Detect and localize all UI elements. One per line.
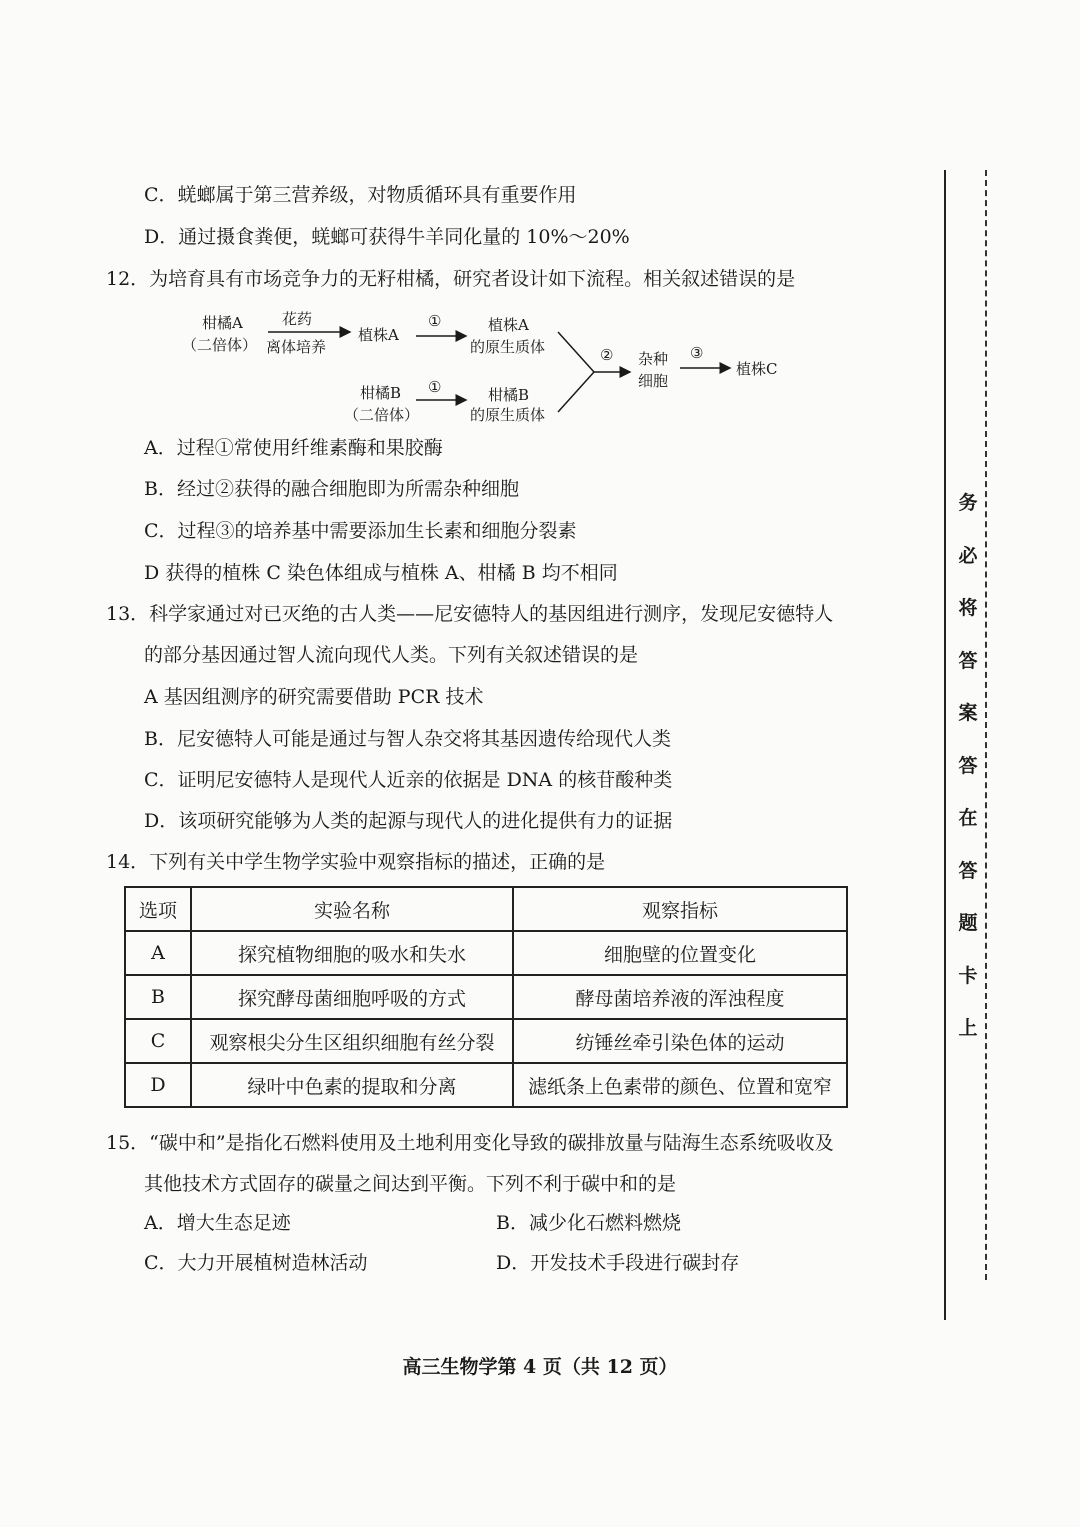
row-option: D	[125, 1063, 191, 1107]
diagram-orange-b: 柑橘B	[360, 384, 402, 402]
diagram-plant-c: 植株C	[736, 360, 778, 378]
q15-stem-line1: 15．“碳中和”是指化石燃料使用及土地利用变化导致的碳排放量与陆海生态系统吸收及	[106, 1132, 834, 1154]
margin-rule-solid	[944, 170, 946, 1320]
side-notice-char: 必	[958, 544, 978, 567]
row-experiment: 探究酵母菌细胞呼吸的方式	[191, 975, 513, 1019]
side-notice-char: 上	[958, 1017, 978, 1039]
side-notice-char: 答	[958, 754, 978, 777]
q12-option-a: A．过程①常使用纤维素酶和果胶酶	[144, 437, 443, 459]
diagram-orange-a: 柑橘A	[202, 314, 243, 332]
diagram-diploid-a: （二倍体）	[182, 336, 258, 354]
diagram-proto-a-2: 的原生质体	[470, 338, 546, 356]
side-notice-char: 将	[958, 597, 978, 619]
side-notice-char: 答	[958, 649, 978, 672]
side-notice	[955, 488, 981, 1066]
row-index: 酵母菌培养液的浑浊程度	[513, 975, 847, 1019]
diagram-proto-b-2: 的原生质体	[470, 406, 546, 424]
row-index: 纺锤丝牵引染色体的运动	[513, 1019, 847, 1063]
row-index: 细胞壁的位置变化	[513, 931, 847, 975]
diagram-diploid-b: （二倍体）	[344, 406, 420, 424]
diagram-step-3: ③	[690, 344, 704, 362]
table-row	[125, 931, 847, 975]
table-header-row	[125, 887, 847, 931]
diagram-step-1a: ①	[428, 312, 442, 330]
row-index: 滤纸条上色素带的颜色、位置和宽窄	[513, 1063, 847, 1107]
header-index: 观察指标	[513, 887, 847, 931]
q12-option-d: D 获得的植株 C 染色体组成与植株 A、柑橘 B 均不相同	[144, 562, 618, 584]
header-experiment: 实验名称	[191, 887, 513, 931]
table-row	[125, 975, 847, 1019]
diagram-merge-lower	[558, 372, 594, 412]
table-row	[125, 1063, 847, 1107]
q13-option-d: D．该项研究能够为人类的起源与现代人的进化提供有力的证据	[144, 810, 673, 832]
side-notice-char: 案	[958, 702, 978, 724]
side-notice-char: 卡	[958, 964, 978, 987]
row-experiment: 探究植物细胞的吸水和失水	[191, 931, 513, 975]
q13-option-b: B．尼安德特人可能是通过与智人杂交将其基因遗传给现代人类	[144, 728, 671, 750]
q15-option-a: A．增大生态足迹	[144, 1212, 291, 1234]
q12-stem: 12．为培育具有市场竞争力的无籽柑橘，研究者设计如下流程。相关叙述错误的是	[106, 268, 796, 290]
table-row	[125, 1019, 847, 1063]
row-option: C	[125, 1019, 191, 1063]
row-experiment: 绿叶中色素的提取和分离	[191, 1063, 513, 1107]
q11-option-c: C．蜣螂属于第三营养级，对物质循环具有重要作用	[144, 184, 577, 206]
side-notice-char: 题	[958, 912, 978, 934]
diagram-proto-a-1: 植株A	[488, 316, 529, 334]
header-option: 选项	[125, 887, 191, 931]
q15-option-b: B．减少化石燃料燃烧	[496, 1212, 681, 1234]
q14-stem: 14．下列有关中学生物学实验中观察指标的描述，正确的是	[106, 851, 606, 873]
page-footer: 高三生物学第 4 页（共 12 页）	[402, 1356, 678, 1378]
q13-stem-line1: 13．科学家通过对已灭绝的古人类——尼安德特人的基因组进行测序，发现尼安德特人	[106, 603, 834, 625]
q15-option-c: C．大力开展植树造林活动	[144, 1252, 368, 1274]
q13-option-a: A 基因组测序的研究需要借助 PCR 技术	[144, 686, 484, 708]
side-notice-char: 答	[958, 859, 978, 882]
diagram-culture: 离体培养	[266, 338, 327, 356]
diagram-proto-b-1: 柑橘B	[488, 386, 530, 404]
diagram-hybrid-1: 杂种	[638, 350, 669, 368]
row-experiment: 观察根尖分生区组织细胞有丝分裂	[191, 1019, 513, 1063]
row-option: A	[125, 931, 191, 975]
q12-option-c: C．过程③的培养基中需要添加生长素和细胞分裂素	[144, 520, 577, 542]
q15-stem-line2: 其他技术方式固存的碳量之间达到平衡。下列不利于碳中和的是	[144, 1173, 677, 1195]
q14-table	[124, 886, 848, 1108]
diagram-step-2: ②	[600, 346, 614, 364]
side-notice-char: 务	[958, 492, 978, 514]
diagram-step-1b: ①	[428, 378, 442, 396]
diagram-hybrid-2: 细胞	[638, 372, 669, 390]
side-notice-char: 在	[958, 807, 978, 829]
q13-stem-line2: 的部分基因通过智人流向现代人类。下列有关叙述错误的是	[144, 644, 639, 666]
diagram-pollen: 花药	[282, 310, 313, 328]
diagram-plant-a: 植株A	[358, 326, 399, 344]
q13-option-c: C．证明尼安德特人是现代人近亲的依据是 DNA 的核苷酸种类	[144, 769, 673, 791]
q12-flow-diagram	[180, 300, 800, 430]
diagram-merge-upper	[558, 332, 594, 372]
margin-rule-dashed	[985, 170, 987, 1280]
q15-option-d: D．开发技术手段进行碳封存	[496, 1252, 740, 1274]
row-option: B	[125, 975, 191, 1019]
q12-option-b: B．经过②获得的融合细胞即为所需杂种细胞	[144, 478, 519, 500]
q11-option-d: D．通过摄食粪便，蜣螂可获得牛羊同化量的 10%～20%	[144, 226, 630, 248]
